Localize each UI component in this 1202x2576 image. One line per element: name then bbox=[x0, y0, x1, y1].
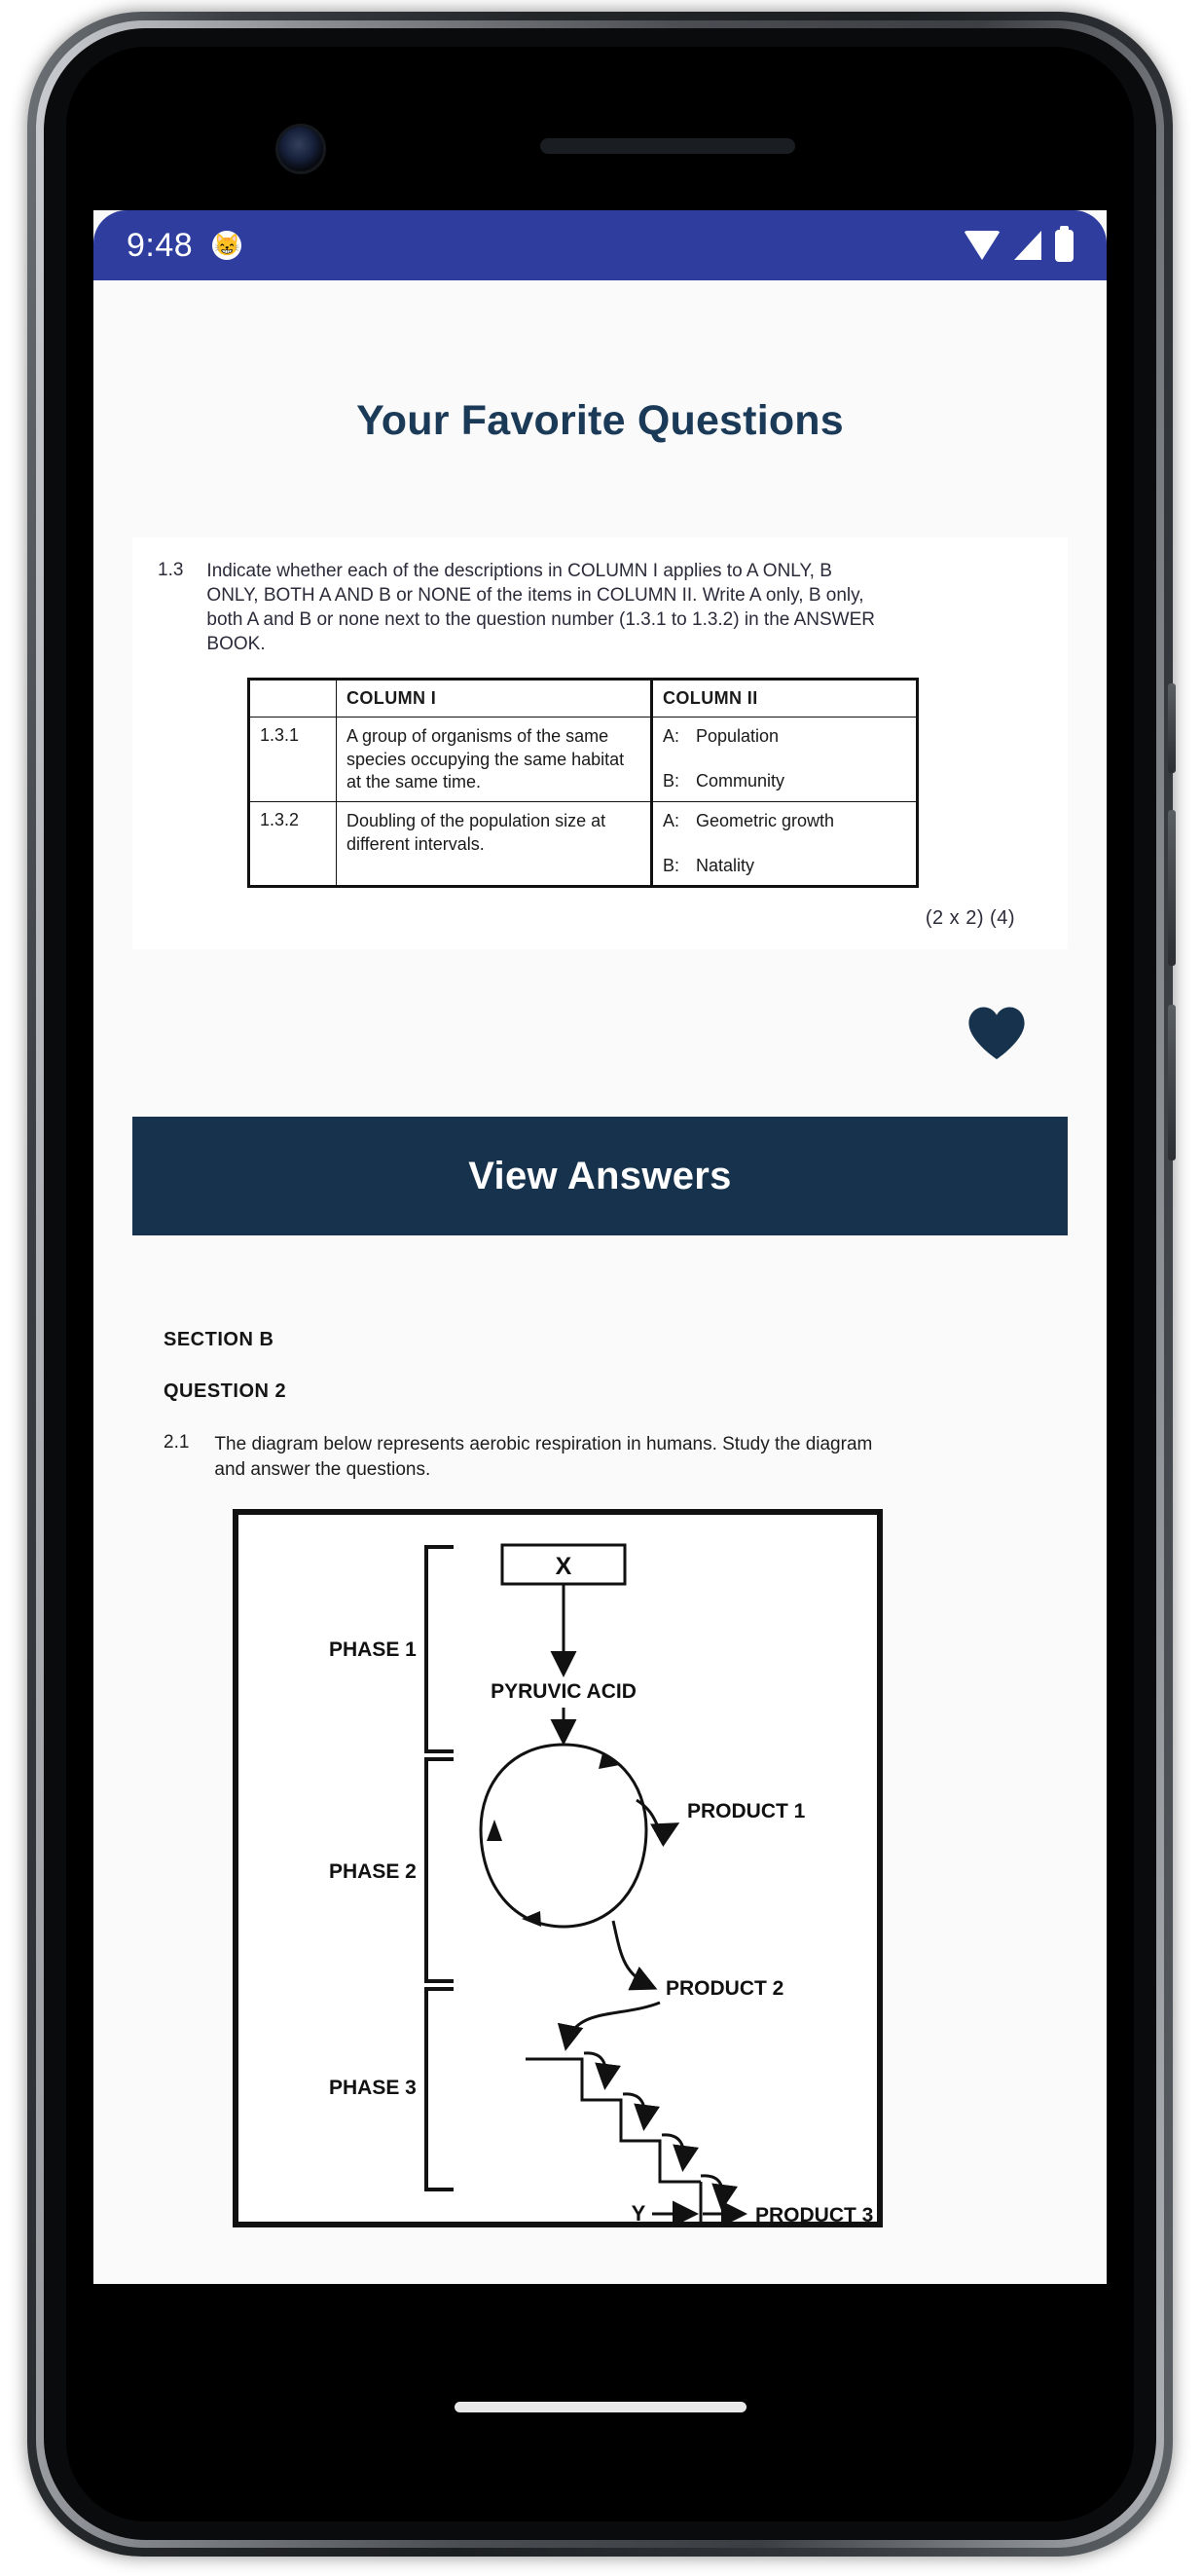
section-b-card bbox=[132, 1311, 1068, 2266]
page-title: Your Favorite Questions bbox=[356, 397, 844, 444]
svg-text:X: X bbox=[555, 1552, 572, 1580]
status-bar-right bbox=[964, 230, 1074, 262]
heart-filled-icon[interactable] bbox=[966, 1006, 1027, 1060]
svg-text:Y: Y bbox=[631, 2200, 646, 2226]
option-a-label: A: bbox=[663, 726, 680, 747]
table-row bbox=[249, 802, 918, 887]
table-header-column-ii: COLUMN II bbox=[652, 680, 918, 718]
svg-text:PYRUVIC ACID: PYRUVIC ACID bbox=[491, 1679, 637, 1703]
question-instruction-row bbox=[158, 559, 1042, 656]
question-label: QUESTION 2 bbox=[164, 1380, 287, 1403]
view-answers-button[interactable]: View Answers bbox=[132, 1117, 1068, 1235]
front-camera-icon bbox=[278, 127, 323, 171]
row-description-132: Doubling of the population size at different intervals. bbox=[337, 802, 652, 887]
earpiece-speaker bbox=[540, 138, 795, 154]
status-bar-clock: 9:48 bbox=[127, 226, 194, 264]
phone-screen bbox=[66, 47, 1134, 2521]
section-label: SECTION B bbox=[164, 1329, 274, 1351]
status-bar bbox=[93, 210, 1107, 280]
table-header-blank bbox=[249, 680, 337, 718]
option-b-132 bbox=[663, 855, 906, 877]
favorite-row bbox=[93, 949, 1107, 1060]
option-a-132 bbox=[663, 810, 906, 832]
svg-text:PRODUCT 2: PRODUCT 2 bbox=[666, 1976, 784, 2000]
svg-text:PHASE 2: PHASE 2 bbox=[329, 1859, 417, 1883]
respiration-diagram bbox=[232, 1508, 884, 2228]
option-a-text: Geometric growth bbox=[696, 811, 835, 831]
svg-text:PRODUCT 1: PRODUCT 1 bbox=[687, 1799, 806, 1822]
wifi-icon bbox=[964, 231, 1001, 260]
svg-text:PRODUCT 3: PRODUCT 3 bbox=[755, 2203, 874, 2226]
table-header-row bbox=[249, 680, 918, 718]
row-options-132 bbox=[652, 802, 918, 887]
sub-question-number: 2.1 bbox=[164, 1432, 190, 1454]
option-a-131 bbox=[663, 725, 906, 748]
status-bar-left bbox=[127, 227, 241, 265]
row-description-131: A group of organisms of the same species occupying the same habitat at the same time. bbox=[337, 718, 652, 802]
row-number-131: 1.3.1 bbox=[249, 718, 337, 802]
sub-question-row bbox=[164, 1432, 1037, 1482]
question-marks: (2 x 2) (4) bbox=[925, 907, 1015, 930]
option-b-text: Natality bbox=[696, 855, 755, 875]
option-a-text: Population bbox=[696, 726, 780, 747]
row-number-132: 1.3.2 bbox=[249, 802, 337, 887]
page-content bbox=[93, 280, 1107, 2284]
svg-text:PHASE 1: PHASE 1 bbox=[329, 1638, 417, 1661]
app-viewport bbox=[93, 210, 1107, 2284]
question-number: 1.3 bbox=[158, 560, 184, 580]
table-row bbox=[249, 718, 918, 802]
option-b-131 bbox=[663, 770, 906, 792]
option-b-label: B: bbox=[663, 770, 680, 791]
option-b-label: B: bbox=[663, 855, 680, 875]
matching-table bbox=[247, 678, 919, 888]
phone-device-frame bbox=[27, 12, 1173, 2557]
home-indicator[interactable] bbox=[455, 2402, 747, 2412]
sub-question-text: The diagram below represents aerobic respiration in humans. Study the diagram and answer the questions. bbox=[214, 1434, 873, 1480]
device-button-volume[interactable] bbox=[1168, 810, 1176, 966]
cellular-signal-icon bbox=[1014, 231, 1041, 260]
question-card bbox=[132, 537, 1068, 949]
cat-face-emoji-icon: 😸 bbox=[212, 231, 241, 260]
device-button-mute[interactable] bbox=[1168, 683, 1176, 773]
battery-full-icon bbox=[1055, 230, 1074, 262]
svg-text:PHASE 3: PHASE 3 bbox=[329, 2076, 417, 2099]
question-instruction-text: Indicate whether each of the descriptions in COLUMN I applies to A ONLY, B ONLY, BOTH A AND B or NONE of the items in COLUMN II. Write A only, B only, both A and B or none next to the question number (1.3.1 to 1.3.2) in the ANSWER BOOK. bbox=[206, 561, 875, 655]
option-b-text: Community bbox=[696, 770, 785, 791]
device-button-power[interactable] bbox=[1168, 1005, 1176, 1160]
option-a-label: A: bbox=[663, 811, 680, 831]
table-header-column-i: COLUMN I bbox=[337, 680, 652, 718]
row-options-131 bbox=[652, 718, 918, 802]
